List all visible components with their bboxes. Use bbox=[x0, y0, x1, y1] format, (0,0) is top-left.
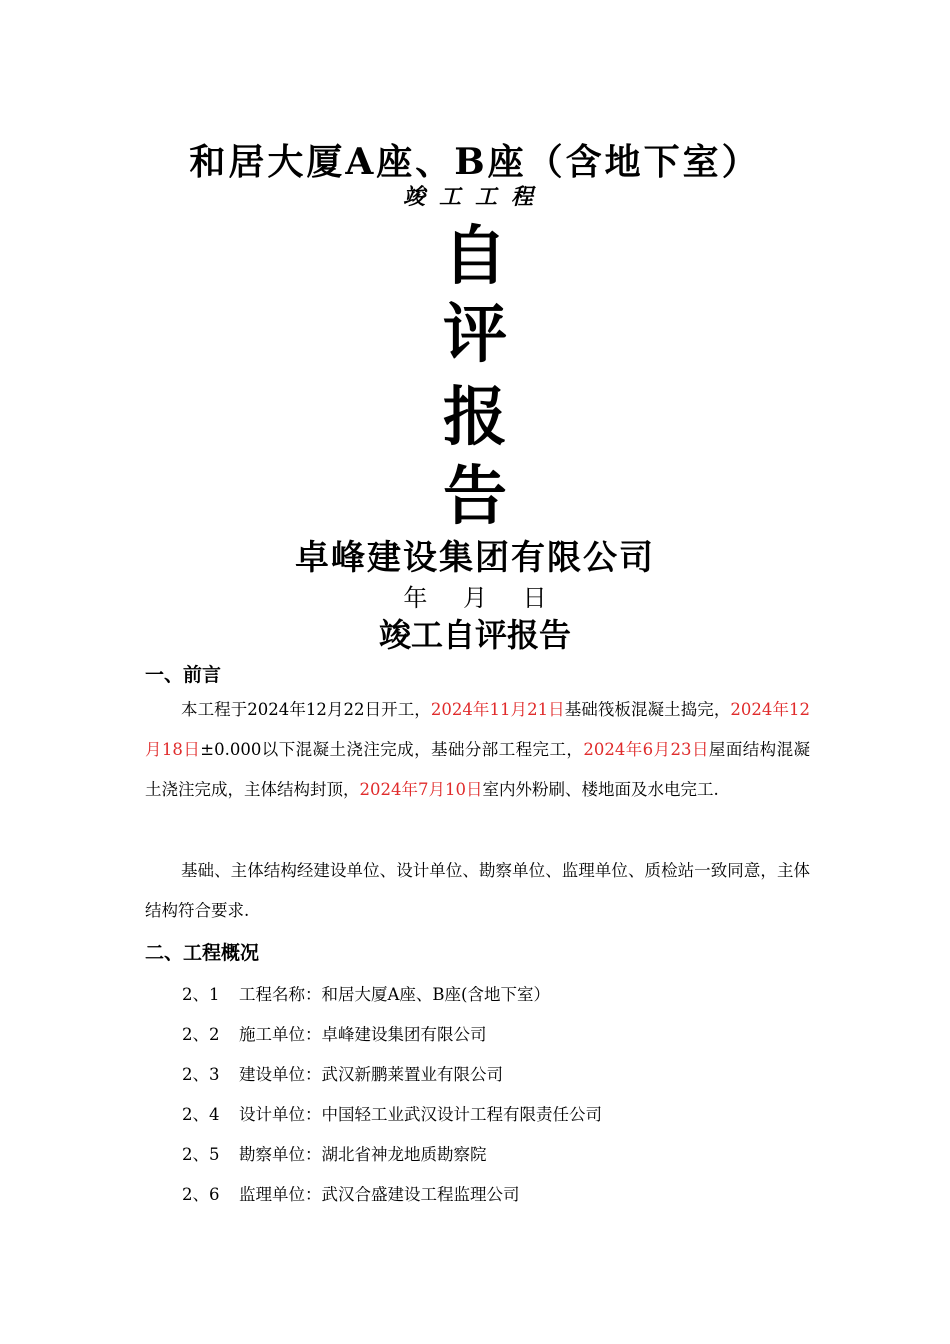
overview-item bbox=[182, 1021, 487, 1045]
project-subtitle: 竣工工程 bbox=[402, 184, 547, 210]
text-segment: 屋面结构混凝土浇注完成，主体结构封顶， bbox=[145, 740, 811, 799]
overview-item bbox=[182, 1101, 602, 1125]
text-segment: 基础筏板混凝土捣完， bbox=[564, 700, 731, 719]
overview-item bbox=[182, 1061, 503, 1085]
item-number: 2、5 bbox=[182, 1145, 220, 1164]
item-number: 2、3 bbox=[182, 1065, 220, 1084]
highlight-date: 2024年11月21日 bbox=[430, 700, 565, 719]
preface-paragraph-2: 基础、主体结构经建设单位、设计单位、勘察单位、监理单位、质检站一致同意，主体结构符合要求. bbox=[145, 861, 810, 920]
section-heading-overview: 二、工程概况 bbox=[145, 942, 260, 964]
overview-item bbox=[182, 1181, 520, 1205]
item-text: 勘察单位：湖北省神龙地质勘察院 bbox=[239, 1145, 487, 1164]
item-text: 施工单位：卓峰建设集团有限公司 bbox=[239, 1025, 487, 1044]
company-name: 卓峰建设集团有限公司 bbox=[295, 538, 655, 578]
cover-char-4: 告 bbox=[443, 459, 507, 534]
item-number: 2、1 bbox=[182, 985, 220, 1004]
cover-char-2: 评 bbox=[443, 297, 507, 372]
item-text: 设计单位：中国轻工业武汉设计工程有限责任公司 bbox=[239, 1105, 602, 1124]
highlight-date: 2024年6月23日 bbox=[583, 740, 709, 759]
text-segment: 本工程于2024年12月22日开工， bbox=[181, 700, 431, 719]
highlight-date: 2024年7月10日 bbox=[359, 780, 483, 799]
item-number: 2、6 bbox=[182, 1185, 220, 1204]
text-segment: ±0.000以下混凝土浇注完成，基础分部工程完工， bbox=[200, 740, 584, 759]
item-text: 监理单位：武汉合盛建设工程监理公司 bbox=[239, 1185, 520, 1204]
preface-paragraph-1 bbox=[145, 690, 810, 810]
date-line bbox=[0, 578, 950, 613]
text-segment: 室内外粉刷、楼地面及水电完工. bbox=[482, 780, 719, 799]
date-year-label: 年 bbox=[403, 584, 428, 612]
item-number: 2、4 bbox=[182, 1105, 220, 1124]
cover-char-1: 自 bbox=[443, 219, 507, 294]
report-title: 竣工自评报告 bbox=[378, 616, 571, 654]
date-month-label: 月 bbox=[463, 584, 487, 612]
section-heading-preface: 一、前言 bbox=[145, 664, 222, 686]
highlight-date: 2024年12月18日 bbox=[145, 700, 811, 759]
item-text: 建设单位：武汉新鹏莱置业有限公司 bbox=[239, 1065, 503, 1084]
overview-item bbox=[182, 981, 550, 1005]
item-number: 2、2 bbox=[182, 1025, 220, 1044]
project-title: 和居大厦A座、B座（含地下室） bbox=[189, 141, 761, 183]
item-text: 工程名称：和居大厦A座、B座(含地下室） bbox=[239, 985, 550, 1004]
cover-char-3: 报 bbox=[443, 380, 507, 455]
overview-item bbox=[182, 1141, 487, 1165]
date-day-label: 日 bbox=[522, 584, 547, 612]
